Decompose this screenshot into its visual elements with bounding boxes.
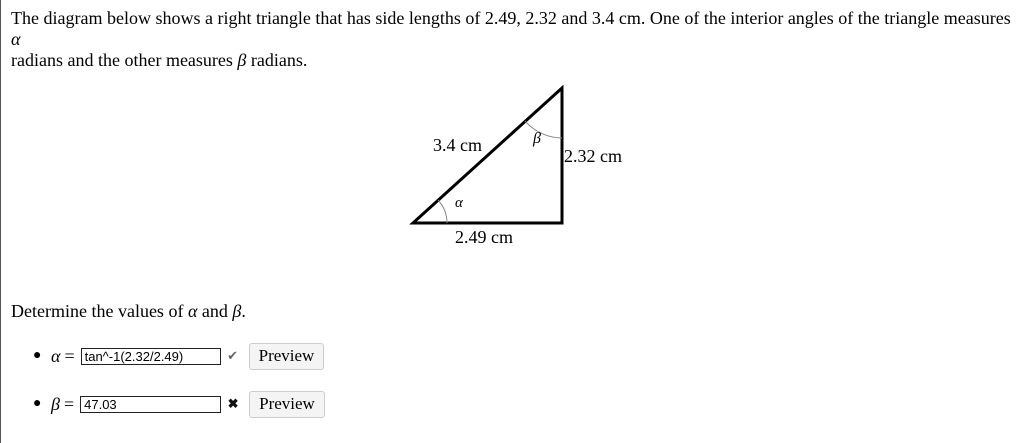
beta-angle-arc — [525, 121, 562, 138]
question-and: and — [201, 301, 228, 321]
triangle-diagram — [405, 80, 645, 255]
alpha-answer-input[interactable]: tan^-1(2.32/2.49) — [81, 348, 221, 365]
beta-angle-label: β — [533, 130, 541, 147]
correct-check-icon: ✔ — [227, 348, 239, 363]
alpha-preview-button[interactable]: Preview — [249, 343, 325, 370]
beta-answer-input[interactable]: 47.03 — [80, 396, 221, 413]
equals-sign: = — [63, 393, 75, 414]
question-text — [11, 301, 246, 322]
equals-sign: = — [64, 345, 75, 366]
beta-symbol: β — [51, 393, 60, 414]
intro-line1: The diagram below shows a right triangle that has side lengths of 2.49, 2.32 and 3.4 cm. One of the interior angles of the triangle measures — [11, 8, 1011, 28]
vertical-side-label: 2.32 cm — [564, 146, 622, 166]
alpha-angle-label: α — [455, 195, 463, 211]
question-alpha: α — [187, 301, 198, 321]
hypotenuse-label: 3.4 cm — [433, 135, 482, 155]
intro-line2-b: radians. — [250, 50, 308, 70]
question-suffix: . — [241, 301, 246, 321]
beta-preview-button[interactable]: Preview — [249, 391, 325, 418]
alpha-angle-arc — [438, 200, 447, 223]
intro-alpha-symbol: α — [11, 29, 21, 49]
intro-line2-a: radians and the other measures — [11, 50, 233, 70]
bullet-icon: ● — [33, 396, 42, 411]
answer-row-beta — [33, 391, 325, 417]
intro-beta-symbol: β — [237, 50, 247, 70]
incorrect-x-icon: ✖ — [227, 396, 239, 411]
problem-statement — [11, 8, 1011, 71]
answer-row-alpha — [33, 343, 324, 369]
triangle-shape — [413, 88, 562, 223]
alpha-symbol: α — [51, 345, 61, 366]
question-beta: β — [232, 301, 242, 321]
bullet-icon: ● — [33, 348, 42, 363]
question-prefix: Determine the values of — [11, 301, 184, 321]
base-label: 2.49 cm — [455, 227, 513, 247]
